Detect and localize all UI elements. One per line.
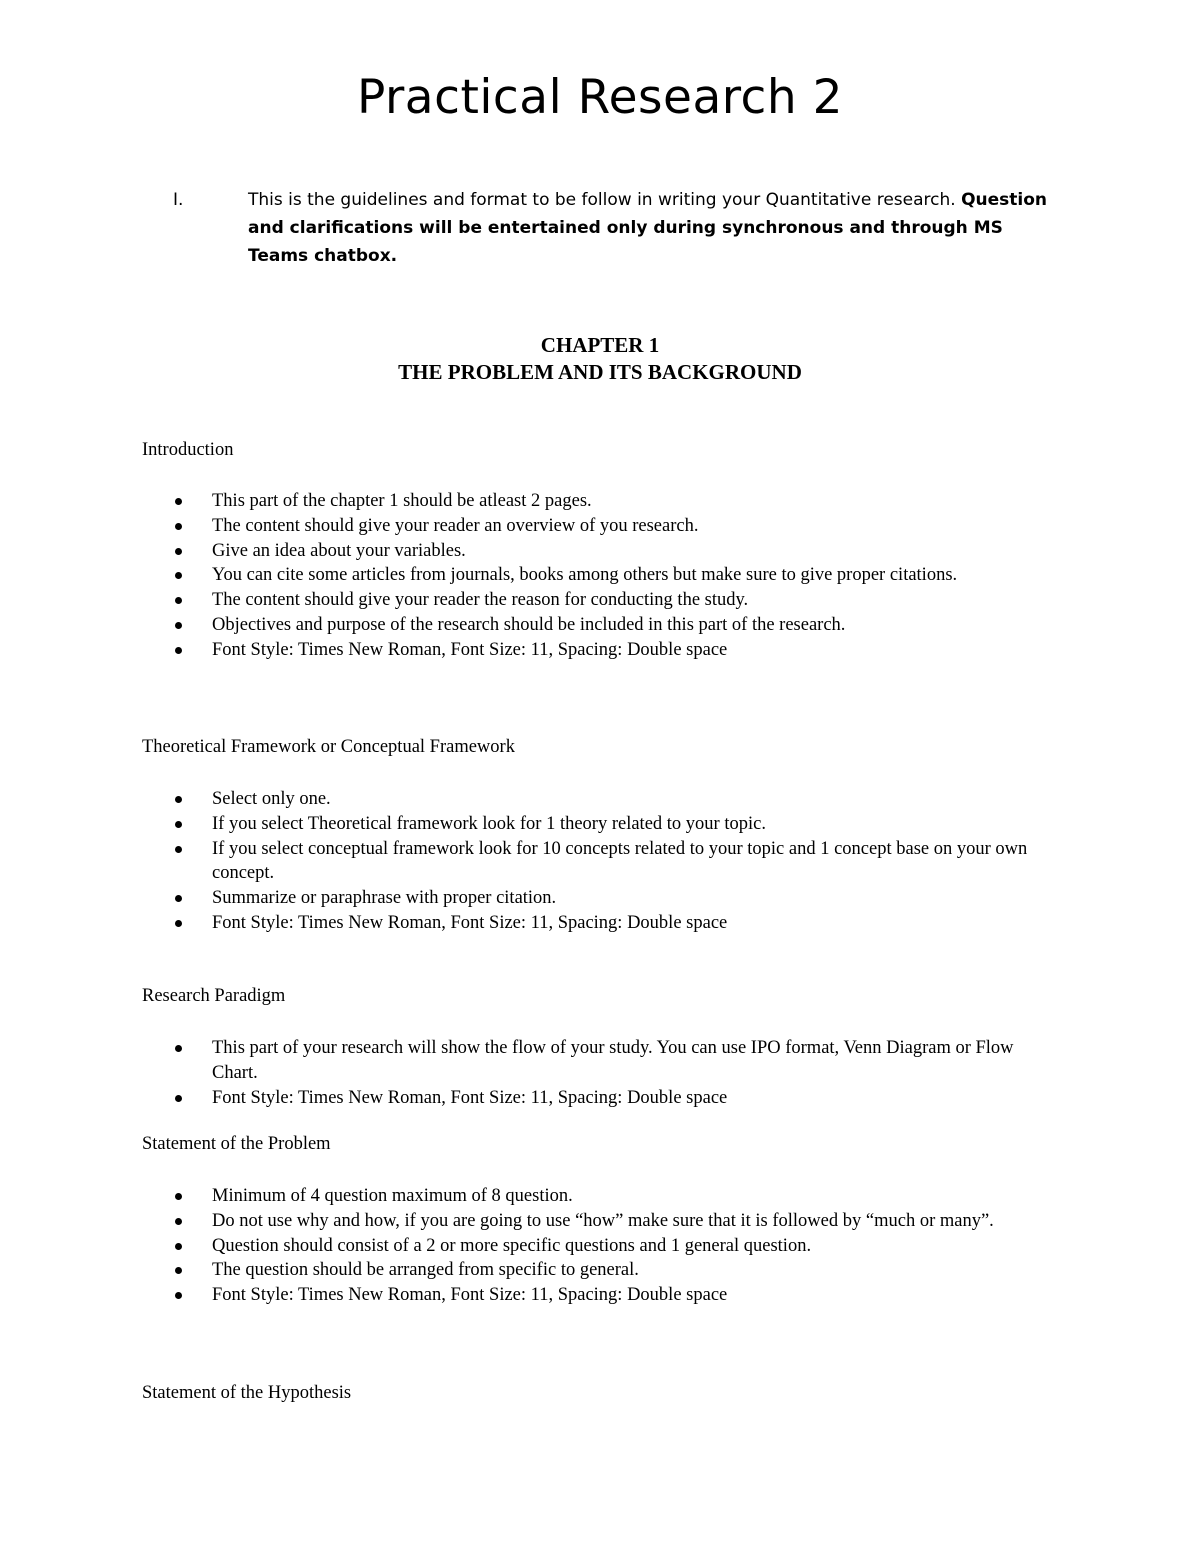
list-item-text: If you select Theoretical framework look for 1 theory related to your topic.	[212, 813, 766, 834]
bullet-icon	[175, 895, 182, 902]
roman-numeral: I.	[173, 190, 184, 210]
list-item	[142, 1184, 1062, 1209]
list-item-text: Objectives and purpose of the research should be included in this part of the research.	[212, 614, 846, 635]
bullet-icon	[175, 597, 182, 604]
list-item-text: Do not use why and how, if you are going to use “how” make sure that it is followed by “much or many”.	[212, 1210, 994, 1231]
intro-text-bold: Question and clarifications will be entertained only during synchronous and through MS Teams chatbox.	[248, 190, 1048, 266]
list-item-text: Font Style: Times New Roman, Font Size: 11, Spacing: Double space	[212, 1087, 728, 1108]
list-item-text: This part of the chapter 1 should be atleast 2 pages.	[212, 491, 592, 511]
list-item-text: You can cite some articles from journals, books among others but make sure to give proper citations.	[212, 565, 958, 586]
list-item-text: Minimum of 4 question maximum of 8 question.	[212, 1186, 573, 1206]
list-item	[142, 812, 1062, 837]
intro-text-regular: This is the guidelines and format to be follow in writing your Quantitative research.	[248, 190, 962, 210]
list-item	[142, 1283, 1062, 1308]
list-item-text: Give an idea about your variables.	[212, 540, 466, 561]
problem-bullet-list	[142, 1184, 1062, 1308]
bullet-icon	[175, 1243, 182, 1250]
list-item-text: Select only one.	[212, 789, 331, 809]
list-item-text: Font Style: Times New Roman, Font Size: 11, Spacing: Double space	[212, 912, 728, 933]
list-item	[142, 638, 1062, 663]
bullet-icon	[175, 647, 182, 654]
list-item	[142, 1209, 1062, 1234]
bullet-icon	[175, 548, 182, 555]
framework-bullet-list	[142, 787, 1062, 936]
list-item-text: The content should give your reader an overview of you research.	[212, 515, 699, 536]
bullet-icon	[175, 523, 182, 530]
list-item	[142, 539, 1062, 564]
bullet-icon	[175, 622, 182, 629]
list-item-text: If you select conceptual framework look for 10 concepts related to your topic and 1 concept base on your own concept.	[212, 838, 1028, 884]
chapter-number: CHAPTER 1	[540, 333, 660, 357]
bullet-icon	[175, 1193, 182, 1200]
bullet-icon	[175, 1045, 182, 1052]
list-item	[142, 613, 1062, 638]
list-item-text: This part of your research will show the flow of your study. You can use IPO format, Venn Diagram or Flow Chart.	[212, 1038, 1014, 1083]
section-heading-statement-of-problem: Statement of the Problem	[142, 1134, 331, 1154]
bullet-icon	[175, 821, 182, 828]
section-heading-introduction: Introduction	[142, 440, 234, 460]
list-item-text: The question should be arranged from specific to general.	[212, 1260, 639, 1281]
list-item	[142, 563, 1062, 588]
bullet-icon	[175, 920, 182, 927]
list-item	[142, 886, 1062, 911]
list-item	[142, 1036, 1062, 1086]
list-item	[142, 489, 1062, 514]
document-title: Practical Research 2	[356, 70, 844, 125]
paradigm-bullet-list	[142, 1036, 1062, 1110]
bullet-icon	[175, 572, 182, 579]
list-item	[142, 1258, 1062, 1283]
list-item-text: Font Style: Times New Roman, Font Size: 11, Spacing: Double space	[212, 639, 728, 660]
bullet-icon	[175, 498, 182, 505]
chapter-title: THE PROBLEM AND ITS BACKGROUND	[398, 360, 802, 384]
list-item	[142, 787, 1062, 812]
bullet-icon	[175, 1267, 182, 1274]
list-item	[142, 1234, 1062, 1259]
intro-text	[248, 186, 1068, 270]
list-item-text: Question should consist of a 2 or more specific questions and 1 general question.	[212, 1235, 812, 1256]
section-heading-framework: Theoretical Framework or Conceptual Framework	[142, 737, 515, 757]
section-heading-research-paradigm: Research Paradigm	[142, 986, 286, 1006]
list-item	[142, 837, 1062, 887]
section-heading-statement-of-hypothesis: Statement of the Hypothesis	[142, 1383, 352, 1403]
list-item	[142, 588, 1062, 613]
bullet-icon	[175, 1218, 182, 1225]
introduction-bullet-list	[142, 489, 1062, 663]
list-item	[142, 514, 1062, 539]
list-item-text: Summarize or paraphrase with proper citation.	[212, 888, 557, 909]
bullet-icon	[175, 1095, 182, 1102]
list-item	[142, 911, 1062, 936]
bullet-icon	[175, 1292, 182, 1299]
bullet-icon	[175, 846, 182, 853]
bullet-icon	[175, 796, 182, 803]
list-item	[142, 1086, 1062, 1111]
list-item-text: Font Style: Times New Roman, Font Size: 11, Spacing: Double space	[212, 1285, 728, 1306]
list-item-text: The content should give your reader the reason for conducting the study.	[212, 590, 749, 611]
